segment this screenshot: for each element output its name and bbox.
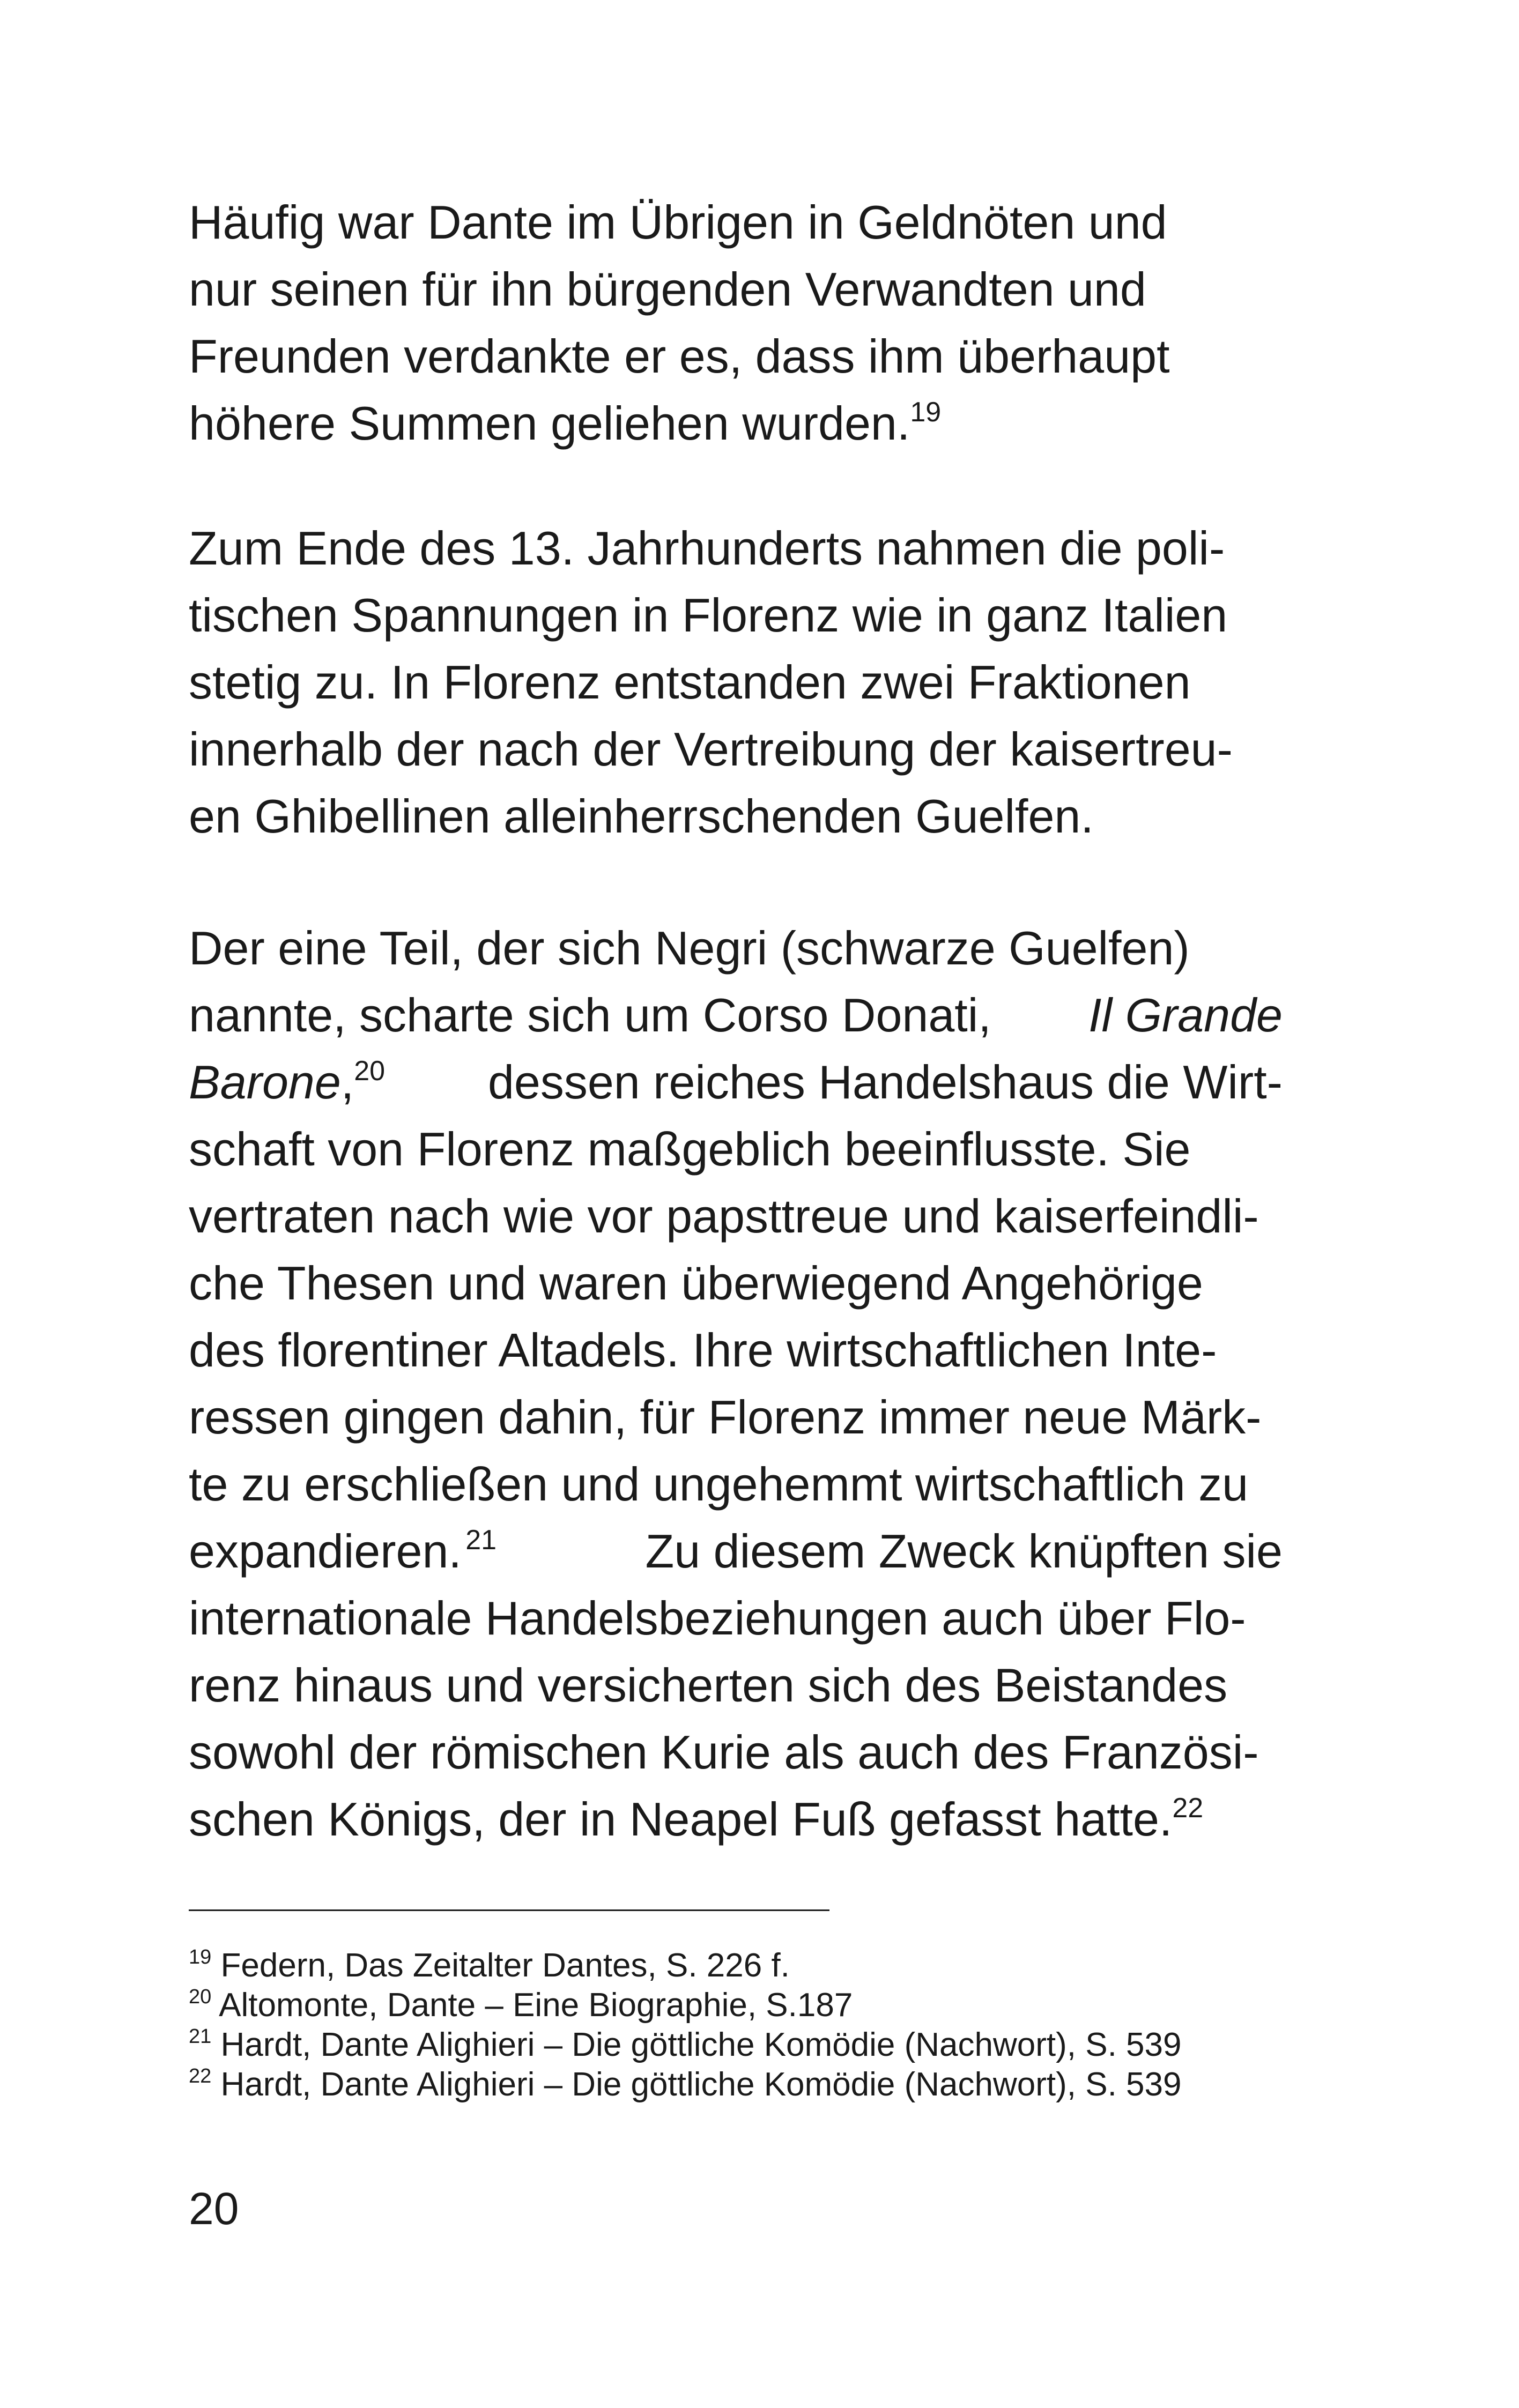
- paragraph-line: [189, 390, 1283, 457]
- footnote-21: [189, 2025, 1315, 2065]
- paragraph-3: [189, 915, 1283, 1853]
- footnote-20: [189, 1986, 1315, 2025]
- footnote-separator: [189, 1909, 829, 1911]
- footnote-text: Hardt, Dante Alighieri – Die göttliche Komödie (Nachwort), S. 539: [220, 2026, 1182, 2063]
- paragraph-line: Zum Ende des 13. Jahrhunderts nahmen die poli-: [189, 522, 1225, 575]
- footnote-text: Altomonte, Dante – Eine Biographie, S.187: [219, 1987, 853, 2024]
- footnote-number: 22: [189, 2065, 212, 2087]
- paragraph-line: tischen Spannungen in Florenz wie in ganz Italien: [189, 589, 1228, 642]
- paragraph-line: [189, 1518, 1283, 1585]
- paragraph-line: te zu erschließen und ungehemmt wirtschaftlich zu: [189, 1458, 1249, 1511]
- paragraph-line: sowohl der römischen Kurie als auch des Französi-: [189, 1726, 1259, 1779]
- paragraph-line: schaft von Florenz maßgeblich beeinflusste. Sie: [189, 1123, 1191, 1176]
- paragraph-line: des florentiner Altadels. Ihre wirtschaftlichen Inte-: [189, 1324, 1217, 1377]
- paragraph-text: expandieren.: [189, 1525, 462, 1578]
- paragraph-text: nannte, scharte sich um Corso Donati,: [189, 989, 991, 1042]
- italic-text: Il Grande: [1088, 989, 1283, 1042]
- paragraph-line: Freunden verdankte er es, dass ihm überhaupt: [189, 330, 1170, 383]
- page-number: 20: [189, 2183, 239, 2234]
- paragraph-line: [189, 982, 1283, 1049]
- comma: ,: [340, 1056, 354, 1109]
- paragraph-2: [189, 515, 1283, 850]
- footnote-number: 19: [189, 1946, 212, 1968]
- paragraph-line: che Thesen und waren überwiegend Angehörige: [189, 1257, 1203, 1310]
- footnote-text: Federn, Das Zeitalter Dantes, S. 226 f.: [220, 1947, 790, 1984]
- footnote-text: Hardt, Dante Alighieri – Die göttliche Komödie (Nachwort), S. 539: [220, 2066, 1182, 2103]
- italic-text: Barone: [189, 1056, 341, 1109]
- paragraph-line: renz hinaus und versicherten sich des Beistandes: [189, 1659, 1228, 1712]
- footnote-ref-20[interactable]: 20: [354, 1056, 386, 1087]
- paragraph-line: [189, 1049, 1283, 1116]
- paragraph-line: nur seinen für ihn bürgenden Verwandten und: [189, 263, 1146, 316]
- paragraph-line: ressen gingen dahin, für Florenz immer neue Märk-: [189, 1391, 1262, 1444]
- paragraph-line: Häufig war Dante im Übrigen in Geldnöten und: [189, 196, 1167, 249]
- footnote-ref-19[interactable]: 19: [910, 397, 942, 428]
- footnote-ref-22[interactable]: 22: [1172, 1793, 1204, 1824]
- paragraph-1: [189, 189, 1283, 457]
- paragraph-line: stetig zu. In Florenz entstanden zwei Fraktionen: [189, 656, 1191, 709]
- paragraph-line: innerhalb der nach der Vertreibung der kaisertreu-: [189, 723, 1233, 776]
- paragraph-line: vertraten nach wie vor papsttreue und kaiserfeindli-: [189, 1190, 1259, 1243]
- footnote-22: [189, 2065, 1315, 2105]
- footnote-number: 21: [189, 2025, 212, 2048]
- paragraph-text: dessen reiches Handelshaus die Wirt-: [487, 1056, 1283, 1109]
- paragraph-line: en Ghibellinen alleinherrschenden Guelfen.: [189, 790, 1094, 843]
- paragraph-line: Der eine Teil, der sich Negri (schwarze Guelfen): [189, 921, 1190, 975]
- paragraph-text: Zu diesem Zweck knüpften sie: [645, 1525, 1283, 1578]
- footnotes: [189, 1946, 1315, 2105]
- paragraph-text: schen Königs, der in Neapel Fuß gefasst hatte.: [189, 1793, 1173, 1846]
- paragraph-line: [189, 1786, 1283, 1853]
- paragraph-text: höhere Summen geliehen wurden.: [189, 397, 910, 450]
- footnote-19: [189, 1946, 1315, 1986]
- footnote-number: 20: [189, 1986, 212, 2008]
- footnote-ref-21[interactable]: 21: [465, 1525, 497, 1556]
- paragraph-line: internationale Handelsbeziehungen auch über Flo-: [189, 1592, 1246, 1645]
